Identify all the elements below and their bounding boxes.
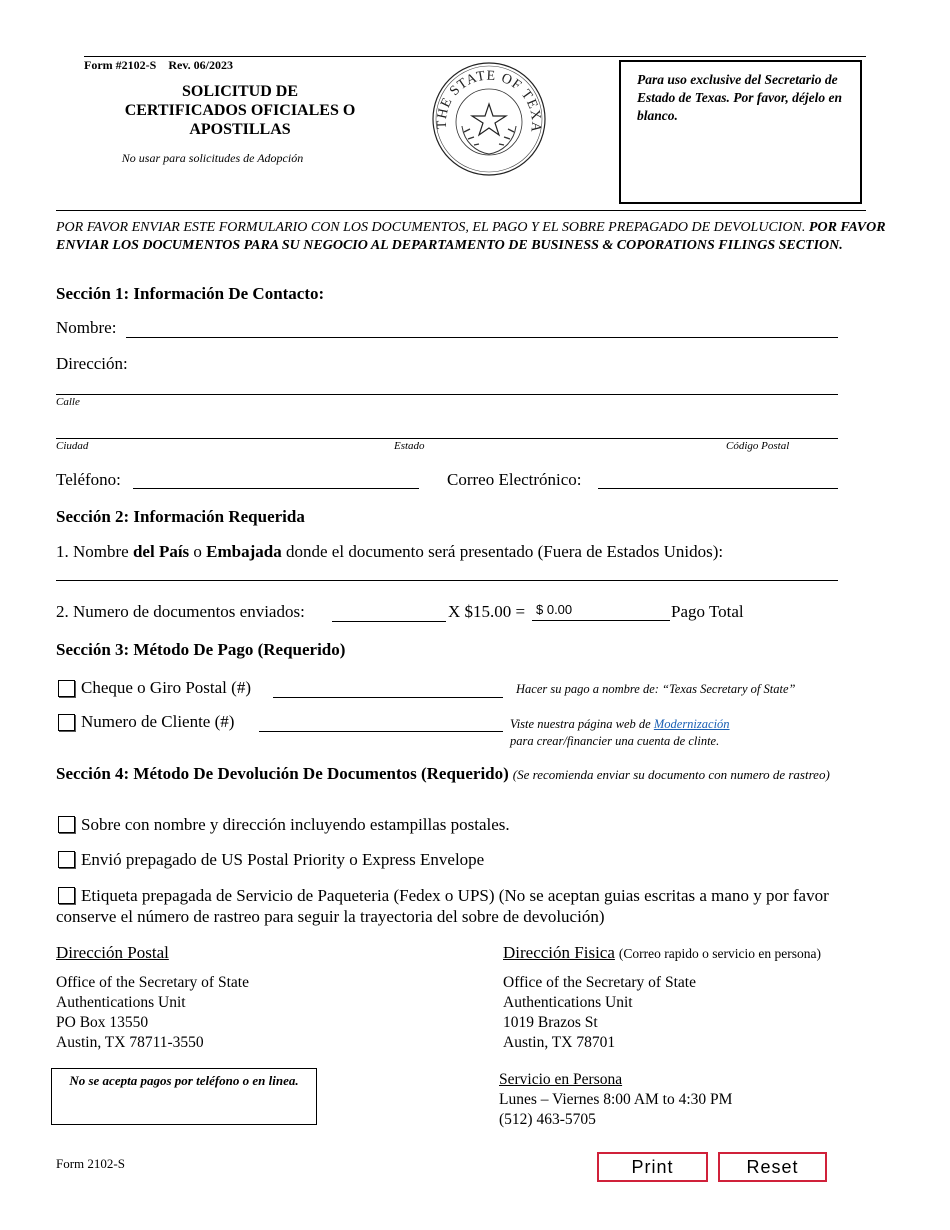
street-label: Calle [56, 396, 80, 408]
revision: Rev. 06/2023 [168, 58, 233, 72]
check-checkbox[interactable] [58, 680, 75, 697]
option2-label: Envió prepagado de US Postal Priority o Express Envelope [81, 850, 485, 869]
option2-checkbox[interactable] [58, 851, 75, 868]
section2-heading: Sección 2: Información Requerida [56, 507, 305, 526]
official-use-text: Para uso exclusive del Secretario de Estado de Texas. Por favor, déjelo en blanco. [637, 72, 842, 123]
price-label: X $15.00 = [448, 602, 526, 621]
country-field[interactable] [56, 562, 838, 581]
in-person-block [499, 1070, 732, 1130]
postal-line-4: Austin, TX 78711-3550 [56, 1034, 204, 1051]
footer-form-label: Form 2102-S [56, 1156, 125, 1171]
client-number-field[interactable] [259, 713, 503, 732]
q1-prefix: 1. Nombre [56, 542, 133, 561]
physical-line-4: Austin, TX 78701 [503, 1034, 616, 1051]
subtitle: No usar para solicitudes de Adopción [121, 151, 304, 165]
physical-line-3: 1019 Brazos St [503, 1014, 598, 1031]
city-label: Ciudad [56, 440, 89, 452]
postal-line-2: Authentications Unit [56, 994, 186, 1011]
phone-field[interactable] [133, 470, 419, 489]
no-phone-notice: No se acepta pagos por teléfono o en linea. [69, 1073, 299, 1088]
option1-label: Sobre con nombre y dirección incluyendo estampillas postales. [81, 815, 510, 834]
phone-label: Teléfono: [56, 470, 121, 489]
postal-address [56, 973, 249, 1053]
header-rule [56, 210, 866, 211]
section4-heading: Sección 4: Método De Devolución De Documentos (Requerido) [56, 764, 509, 783]
title-line-1: SOLICITUD DE [181, 83, 299, 100]
section1-heading: Sección 1: Información De Contacto: [56, 284, 325, 303]
physical-note: (Correo rapido o servicio en persona) [618, 946, 821, 961]
zip-label: Código Postal [726, 440, 790, 452]
title-line-3: APOSTILLAS [189, 121, 291, 138]
seal-icon [428, 60, 550, 178]
check-number-field[interactable] [273, 679, 503, 698]
state-label: Estado [394, 440, 425, 452]
official-use-box [619, 60, 862, 204]
in-person-hours: Lunes – Viernes 8:00 AM to 4:30 PM [499, 1091, 733, 1108]
client-label: Numero de Cliente (#) [81, 712, 235, 731]
title-line-2: CERTIFICADOS OFICIALES O [124, 102, 356, 119]
check-label: Cheque o Giro Postal (#) [81, 678, 251, 697]
q1-country: del País [132, 542, 190, 561]
city-state-zip-field[interactable] [56, 420, 838, 439]
q1-suffix: donde el documento será presentado (Fuera de Estados Unidos): [281, 542, 724, 561]
client-checkbox[interactable] [58, 714, 75, 731]
modernization-link[interactable]: Modernización [653, 717, 730, 731]
physical-heading: Dirección Fisica [503, 943, 615, 962]
physical-line-2: Authentications Unit [503, 994, 633, 1011]
form-number: Form #2102-S [84, 58, 157, 72]
in-person-heading: Servicio en Persona [499, 1071, 623, 1088]
postal-line-3: PO Box 13550 [56, 1014, 149, 1031]
client-note-prefix: Viste nuestra página web de [510, 717, 654, 731]
physical-address [503, 973, 696, 1053]
client-note [510, 716, 730, 750]
doc-count-label: 2. Numero de documentos enviados: [56, 602, 305, 621]
postal-heading: Dirección Postal [56, 943, 169, 962]
email-label: Correo Electrónico: [447, 470, 582, 489]
street-field[interactable] [56, 376, 838, 395]
top-rule [84, 56, 866, 57]
address-label: Dirección: [56, 354, 128, 373]
form-number-line [84, 58, 233, 73]
no-phone-box [51, 1068, 317, 1125]
section3-heading: Sección 3: Método De Pago (Requerido) [56, 640, 346, 659]
q1-mid: o [189, 542, 207, 561]
reset-button[interactable]: Reset [718, 1152, 827, 1182]
total-label: Pago Total [671, 602, 744, 621]
q1-embassy: Embajada [206, 542, 282, 561]
client-note-line-2: para crear/financier una cuenta de clinte. [510, 734, 720, 748]
check-note: Hacer su pago a nombre de: “Texas Secretary of State” [516, 682, 796, 696]
country-question [56, 542, 723, 562]
notice-part-2: POR FAVOR ENVIAR LOS DOCUMENTOS PARA SU NEGOCIO AL DEPARTAMENTO DE BUSINESS & COPORATIONS FILINGS SECTION. [56, 220, 886, 253]
notice-part-1: POR FAVOR ENVIAR ESTE FORMULARIO CON LOS DOCUMENTOS, EL PAGO Y EL SOBRE PREPAGADO DE DEVOLUCION. [56, 220, 806, 235]
page-title [70, 82, 410, 139]
svg-text:THE STATE OF TEXAS: THE STATE OF TEXA [434, 68, 544, 134]
name-label: Nombre: [56, 318, 117, 337]
state-seal [428, 60, 550, 178]
email-field[interactable] [598, 470, 838, 489]
doc-count-field[interactable] [332, 603, 446, 622]
section4-heading-block [56, 764, 896, 784]
option1-checkbox[interactable] [58, 816, 75, 833]
physical-heading-block [503, 943, 821, 963]
postal-line-1: Office of the Secretary of State [56, 974, 249, 991]
total-field[interactable]: $ 0.00 [532, 602, 670, 621]
physical-line-1: Office of the Secretary of State [503, 974, 696, 991]
print-button[interactable]: Print [597, 1152, 708, 1182]
option3-label: Etiqueta prepagada de Servicio de Paqueteria (Fedex o UPS) (No se aceptan guias escritas a mano y por favor conserve el número de rastreo para seguir la trayectoria del sobre de devolución) [56, 886, 829, 926]
name-field[interactable] [126, 319, 838, 338]
section4-note: (Se recomienda enviar su documento con numero de rastreo) [512, 767, 830, 782]
notice [56, 219, 896, 255]
in-person-phone: (512) 463-5705 [499, 1111, 596, 1128]
